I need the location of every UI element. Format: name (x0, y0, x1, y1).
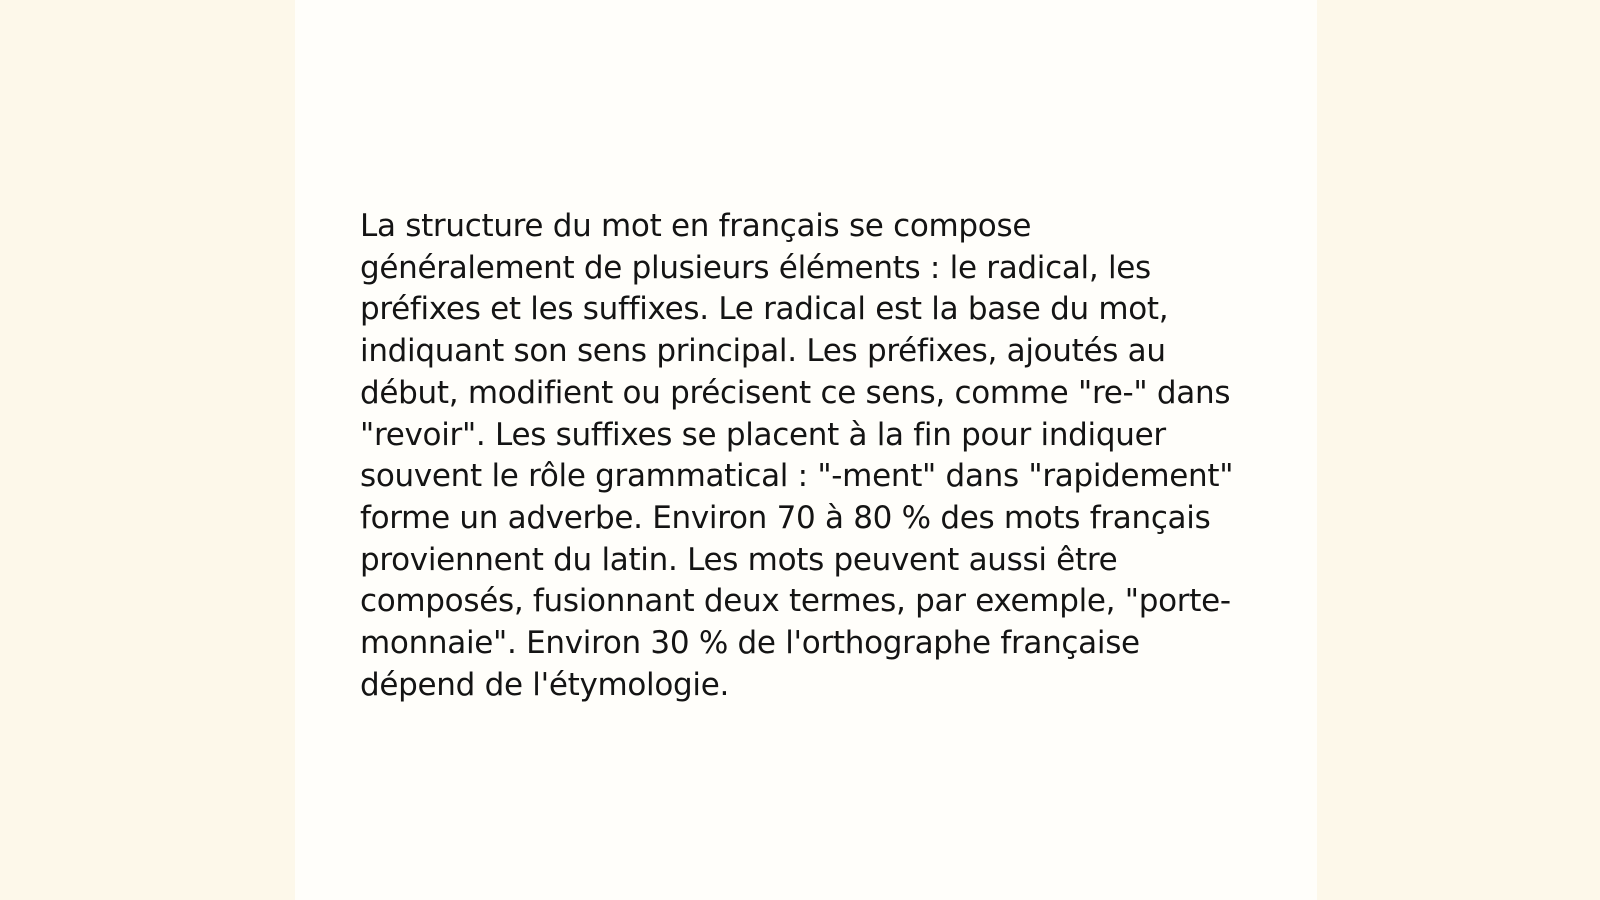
document-page (295, 0, 1317, 900)
body-paragraph: La structure du mot en français se compose généralement de plusieurs éléments : le radical, les préfixes et les suffixes. Le radical est la base du mot, indiquant son sens principal. Les préfixes, ajoutés au début, modifient ou précisent ce sens, comme "re-" dans "revoir". Les suffixes se placent à la fin pour indiquer souvent le rôle grammatical : "-ment" dans "rapidement" forme un adverbe. Environ 70 à 80 % des mots français proviennent du latin. Les mots peuvent aussi être composés, fusionnant deux termes, par exemple, "porte-monnaie". Environ 30 % de l'orthographe française dépend de l'étymologie. (360, 208, 1234, 703)
